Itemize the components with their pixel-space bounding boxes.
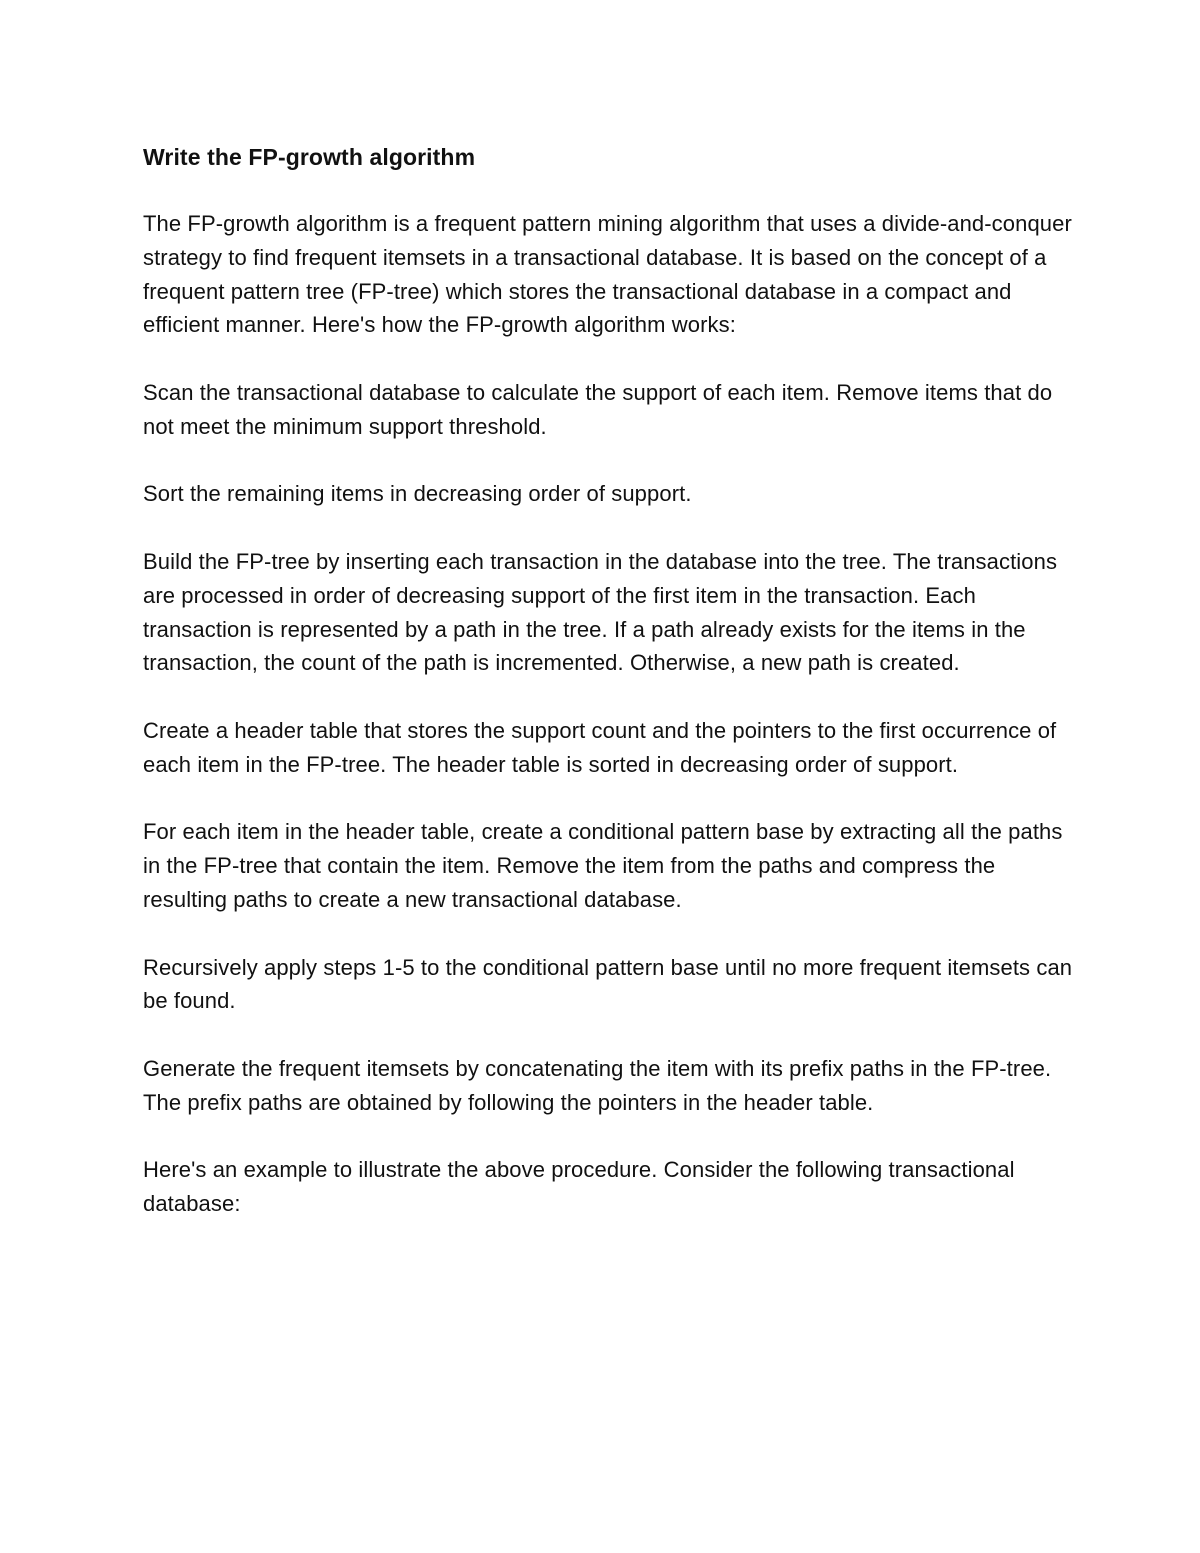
paragraph-step-recursion: Recursively apply steps 1-5 to the conditional pattern base until no more frequent itemsets can be found. <box>143 954 1073 1014</box>
paragraph-step-scan: Scan the transactional database to calculate the support of each item. Remove items that do not meet the minimum support threshold. <box>143 379 1053 439</box>
paragraph-step-header-table: Create a header table that stores the support count and the pointers to the first occurrence of each item in the FP-tree. The header table is sorted in decreasing order of support. <box>143 717 1057 777</box>
paragraph-step-sort: Sort the remaining items in decreasing order of support. <box>143 481 692 507</box>
document-title: Write the FP-growth algorithm <box>143 144 476 170</box>
document-page <box>143 140 1073 1255</box>
paragraph-step-build-tree: Build the FP-tree by inserting each transaction in the database into the tree. The transactions are processed in order of decreasing support of the first item in the transaction. Each transaction is represented by a path in the tree. If a path already exists for the items in the transaction, the count of the path is incremented. Otherwise, a new path is created. <box>143 548 1058 676</box>
paragraph-step-conditional-base: For each item in the header table, create a conditional pattern base by extracting all the paths in the FP-tree that contain the item. Remove the item from the paths and compress the resulting paths to create a new transactional database. <box>143 819 1063 912</box>
paragraph-step-generate: Generate the frequent itemsets by concatenating the item with its prefix paths in the FP-tree. The prefix paths are obtained by following the pointers in the header table. <box>143 1055 1052 1115</box>
paragraph-intro: The FP-growth algorithm is a frequent pattern mining algorithm that uses a divide-and-conquer strategy to find frequent itemsets in a transactional database. It is based on the concept of a frequent pattern tree (FP-tree) which stores the transactional database in a compact and efficient manner. Here's how the FP-growth algorithm works: <box>143 211 1072 338</box>
paragraph-example-intro: Here's an example to illustrate the above procedure. Consider the following transactional database: <box>143 1157 1015 1217</box>
